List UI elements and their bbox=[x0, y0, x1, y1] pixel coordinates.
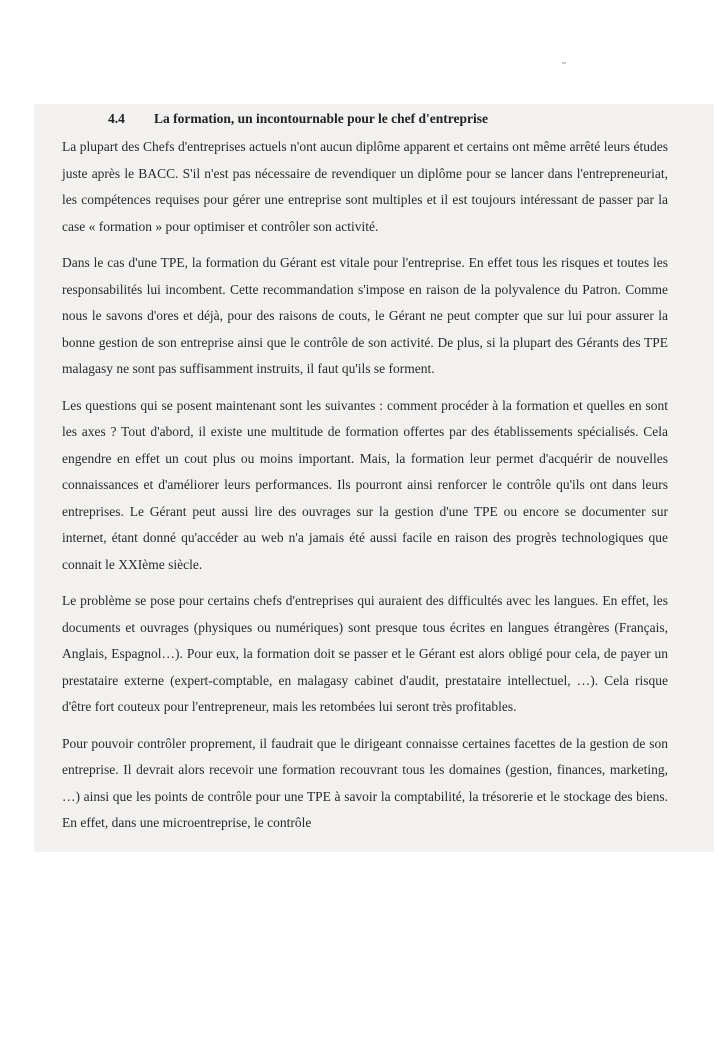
paragraph-3: Les questions qui se posent maintenant sont les suivantes : comment procéder à la formation et quelles en sont les axes ? Tout d'abord, il existe une multitude de formation offertes par des établissements spécialisés. Cela engendre en effet un cout plus ou moins important. Mais, la formation leur permet d'acquérir de nouvelles connaissances et d'améliorer leurs performances. Ils pourront ainsi renforcer le contrôle qu'ils ont dans leurs entreprises. Le Gérant peut aussi lire des ouvrages sur la gestion d'une TPE ou encore se documenter sur internet, étant donné qu'accéder au web n'a jamais été aussi facile en raison des progrès technologiques que connait le XXIème siècle. bbox=[62, 397, 668, 572]
paragraph-4: Le problème se pose pour certains chefs d'entreprises qui auraient des difficultés avec les langues. En effet, les documents et ouvrages (physiques ou numériques) sont presque tous écrites en langues étrangères (Français, Anglais, Espagnol…). Pour eux, la formation doit se passer et le Gérant est alors obligé pour cela, de payer un prestataire externe (expert-comptable, en malagasy cabinet d'audit, prestataire intellectuel, …). Cela risque d'être fort couteux pour l'entrepreneur, mais les retombées lui seront très profitables. bbox=[62, 593, 668, 714]
paragraph-1: La plupart des Chefs d'entreprises actuels n'ont aucun diplôme apparent et certains ont même arrêté leurs études juste après le BACC. S'il n'est pas nécessaire de revendiquer un diplôme pour se lancer dans l'entrepreneuriat, les compétences requises pour gérer une entreprise sont multiples et il est toujours intéressant de passer par la case « formation » pour optimiser et contrôler son activité. bbox=[62, 139, 668, 234]
section-number: 4.4 bbox=[108, 111, 125, 126]
paragraph-5: Pour pouvoir contrôler proprement, il faudrait que le dirigeant connaisse certaines facettes de la gestion de son entreprise. Il devrait alors recevoir une formation recouvrant tous les domaines (gestion, finances, marketing, …) ainsi que les points de contrôle pour une TPE à savoir la comptabilité, la trésorerie et le stockage des biens. En effet, dans une microentreprise, le contrôle bbox=[62, 735, 668, 830]
document-body bbox=[62, 108, 668, 847]
section-heading bbox=[62, 110, 668, 128]
scan-mark bbox=[562, 62, 566, 64]
section-title: La formation, un incontournable pour le chef d'entreprise bbox=[154, 111, 489, 126]
paragraph-2: Dans le cas d'une TPE, la formation du Gérant est vitale pour l'entreprise. En effet tous les risques et toutes les responsabilités lui incombent. Cette recommandation s'impose en raison de la polyvalence du Patron. Comme nous le savons d'ores et déjà, pour des raisons de couts, le Gérant ne peut compter que sur lui pour assurer la bonne gestion de son entreprise ainsi que le contrôle de son activité. De plus, si la plupart des Gérants des TPE malagasy ne sont pas suffisamment instruits, il faut qu'ils se forment. bbox=[62, 255, 668, 376]
